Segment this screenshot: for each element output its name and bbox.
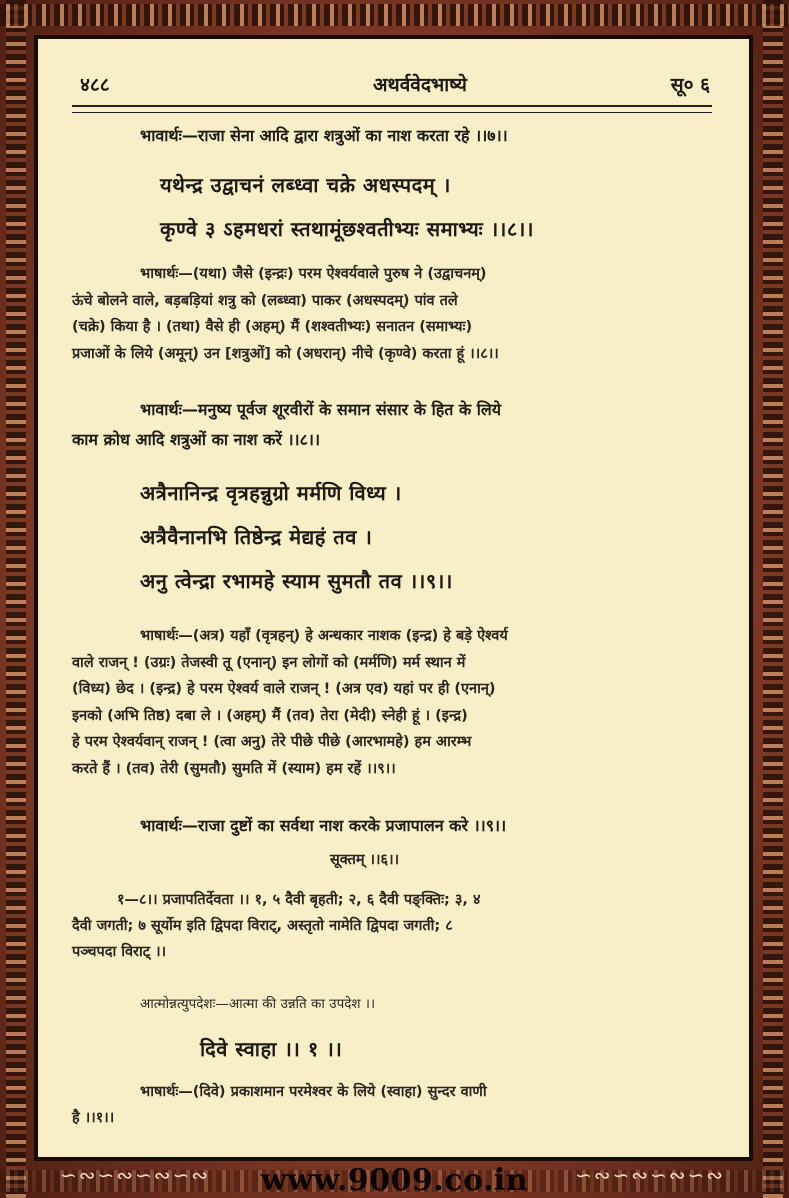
bhashyarth-1-line: भाषार्थः—(दिवे) प्रकाशमान परमेश्वर के लिये (स्वाहा) सुन्दर वाणी	[140, 1084, 487, 1100]
mantra-9-line-1: अत्रैनानिन्द्र वृत्रहन्नुग्रो मर्मणि विध्य ।	[140, 481, 402, 505]
bhashyarth-1-line: है ।।१।।	[72, 1110, 115, 1126]
bhashyarth-9-line: करते हैं । (तव) तेरी (सुमतौ) सुमति में (स्याम) हम रहें ।।९।।	[72, 760, 396, 777]
bhashyarth-8-line: (चक्रे) किया है । (तथा) वैसे ही (अहम्) मैं (शश्वतीभ्यः) सनातन (समाभ्यः)	[72, 319, 473, 335]
book-title: अथर्ववेदभाष्ये	[373, 74, 467, 96]
mantra-8-line-2: कृण्वे ३ ऽहमधरां स्तथामूंछश्वतीभ्यः समाभ्यः ।।८।।	[160, 217, 534, 241]
sukta-info-line: दैवी जगती; ७ सूर्योम इति द्विपदा विराट्, अस्तृतो नामेति द्विपदा जगती; ८	[72, 918, 453, 934]
bhashyarth-9-line: हे परम ऐश्वर्यवान् राजन् ! (त्वा अनु) तेरे पीछे पीछे (आरभामहे) हम आरम्भ	[72, 734, 472, 750]
bhashyarth-9	[72, 623, 732, 782]
bhavarth-8-line: भावार्थः—मनुष्य पूर्वज शूरवीरों के समान संसार के हित के लिये	[140, 400, 502, 419]
bhashyarth-8-line: भाषार्थः—(यथा) जैसे (इन्द्रः) परम ऐश्वर्यवाले पुरुष ने (उद्वाचनम्)	[140, 266, 487, 282]
bhavarth-7: भावार्थः—राजा सेना आदि द्वारा शत्रुओं का नाश करता रहे ।।७।।	[140, 126, 508, 145]
bhashyarth-1	[72, 1079, 732, 1131]
page-number: ४८८	[80, 74, 110, 96]
bhashyarth-8-line: ऊंचे बोलने वाले, बड़बड़ियां शत्रु को (लब्ध्वा) पाकर (अधस्पदम्) पांव तले	[72, 292, 458, 309]
bhashyarth-9-line: इनको (अभि तिष्ठ) दबा ले । (अहम्) मैं (तव) तेरा (मेदी) स्नेही हूं । (इन्द्र)	[72, 707, 468, 724]
bhavarth-8-line: काम क्रोध आदि शत्रुओं का नाश करें ।।८।।	[72, 430, 321, 449]
left-rope-border	[6, 0, 26, 1198]
bhashyarth-9-line: वाले राजन् ! (उग्रः) तेजस्वी तू (एनान्) इन लोगों को (मर्मणि) मर्म स्थान में	[72, 654, 466, 671]
mantra-9-line-3: अनु त्वेन्द्रा रभामहे स्याम सुमतौ तव ।।९।।	[140, 569, 453, 593]
mantra-8-line-1: यथेन्द्र उद्वाचनं लब्ध्वा चक्रे अधस्पदम् ।	[160, 173, 451, 197]
bhashyarth-9-line: (विध्य) छेद । (इन्द्र) हे परम ऐश्वर्य वाले राजन् ! (अत्र एव) यहां पर ही (एनान्)	[72, 681, 496, 697]
bhavarth-9: भावार्थः—राजा दुष्टों का सर्वथा नाश करके प्रजापालन करे ।।९।।	[140, 816, 507, 835]
topic-line: आत्मोन्नत्युपदेशः—आत्मा की उन्नति का उपदेश ।।	[140, 996, 376, 1012]
website-footer: www.9009.co.in	[260, 1163, 529, 1198]
bhashyarth-9-line: भाषार्थः—(अत्र) यहाँ (वृत्रहन्) हे अन्धकार नाशक (इन्द्र) हे बड़े ऐश्वर्य	[140, 628, 508, 644]
mantra-9	[140, 471, 720, 603]
sukta-info	[72, 887, 722, 965]
top-rope-border	[0, 4, 789, 26]
mantra-9-line-2: अत्रैवैनानभि तिष्ठेन्द्र मेद्यहं तव ।	[140, 525, 373, 549]
right-rope-border	[763, 0, 783, 1198]
header-rule	[72, 105, 712, 113]
swirl-ornament-left: ∽∾∽∾∽∾∽∾	[60, 1163, 211, 1187]
bhavarth-8	[72, 395, 732, 455]
mantra-1: दिवे स्वाहा ।। १ ।।	[200, 1037, 343, 1061]
sukta-info-line: १—८।। प्रजापतिर्देवता ।। १, ५ दैवी बृहती; २, ६ दैवी पङ्क्तिः; ३, ४	[117, 892, 481, 908]
swirl-ornament-right: ∽∾∽∾∽∾∽∾	[575, 1163, 726, 1187]
bhashyarth-8	[72, 261, 712, 367]
sukta-heading: सूक्तम् ।।६।।	[330, 852, 400, 868]
sukta-info-line: पञ्चपदा विराट् ।।	[72, 944, 167, 960]
page-header	[80, 71, 710, 105]
sukta-number: सू० ६	[670, 74, 710, 96]
mantra-8	[160, 163, 720, 251]
bhashyarth-8-line: प्रजाओं के लिये (अमून्) उन [शत्रुओं] को (अधरान्) नीचे (कृण्वे) करता हूं ।।८।।	[72, 345, 499, 362]
book-page	[40, 41, 747, 1155]
